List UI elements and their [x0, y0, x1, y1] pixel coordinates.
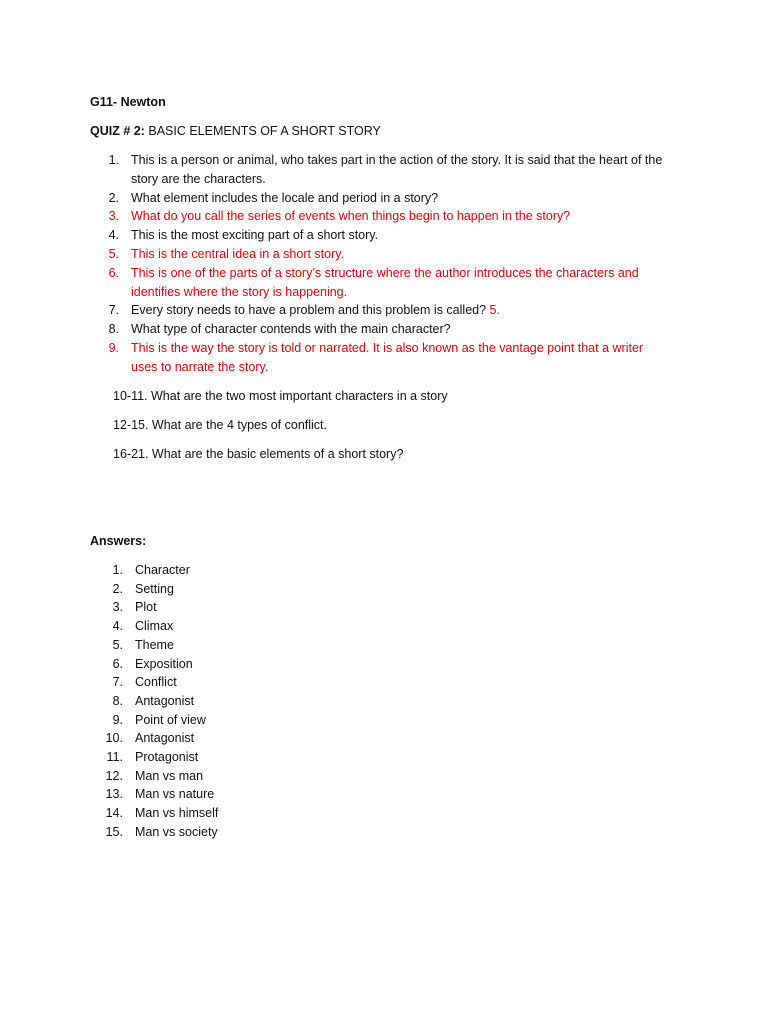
quiz-colon: : — [140, 124, 145, 138]
question-text: What do you call the series of events when things begin to happen in the story? — [131, 209, 571, 224]
question-text: This is one of the parts of a story’s structure where the author introduces the characters and — [131, 265, 639, 280]
question-number: 6. — [108, 265, 119, 280]
question-number: 3. — [108, 209, 119, 224]
answer-text: Character — [135, 563, 190, 577]
answer-text: Man vs man — [135, 768, 204, 783]
answer-text: Plot — [135, 600, 157, 615]
answer-text: Antagonist — [135, 693, 195, 708]
answer-number: 13. — [105, 787, 123, 802]
answer-number: 10. — [105, 731, 123, 746]
question-number: 5. — [108, 247, 119, 261]
answer-text: Man vs himself — [135, 806, 219, 821]
range-question: 16-21. What are the basic elements of a short story? — [113, 447, 404, 461]
question-number: 9. — [108, 341, 119, 355]
question-number: 4. — [108, 228, 119, 243]
question-text: This is the way the story is told or narrated. It is also known as the vantage point that a writer — [131, 341, 644, 355]
quiz-title — [90, 124, 381, 138]
answer-number: 1. — [112, 563, 123, 577]
answers-heading: Answers: — [90, 534, 147, 548]
answer-number: 4. — [112, 619, 123, 634]
answer-text: Point of view — [135, 712, 206, 727]
quiz-label: QUIZ # 2 — [90, 124, 141, 138]
question-text: This is the most exciting part of a short story. — [131, 228, 379, 243]
range-question: 10-11. What are the two most important characters in a story — [113, 389, 448, 403]
answer-number: 12. — [105, 768, 123, 783]
question-text: This is the central idea in a short story. — [131, 247, 345, 261]
question-text: Every story needs to have a problem and this problem is called? 5. — [131, 303, 500, 318]
question-number: 1. — [108, 153, 119, 167]
answer-number: 3. — [112, 600, 123, 615]
answer-number: 7. — [112, 675, 123, 690]
answer-number: 8. — [112, 693, 123, 708]
question-text: identifies where the story is happening. — [131, 284, 348, 299]
answer-text: Setting — [135, 581, 174, 596]
question-number: 2. — [108, 190, 119, 205]
answer-text: Conflict — [135, 675, 177, 690]
answer-text: Exposition — [135, 656, 193, 671]
question-inline-answer: 5. — [489, 303, 500, 318]
range-question: 12-15. What are the 4 types of conflict. — [113, 418, 328, 432]
answer-number: 11. — [106, 750, 123, 764]
answer-number: 9. — [112, 712, 123, 727]
question-number: 8. — [108, 322, 119, 337]
answer-number: 2. — [112, 581, 123, 596]
class-name-heading: G11- Newton — [90, 95, 166, 109]
answer-number: 5. — [112, 637, 123, 652]
question-text: What type of character contends with the main character? — [131, 322, 451, 337]
answer-text: Theme — [135, 637, 174, 652]
question-number: 7. — [108, 303, 119, 318]
question-text: This is a person or animal, who takes part in the action of the story. It is said that the heart of the — [131, 153, 663, 167]
quiz-topic: BASIC ELEMENTS OF A SHORT STORY — [144, 124, 381, 138]
answer-number: 15. — [105, 824, 123, 839]
answer-text: Man vs nature — [135, 787, 215, 802]
answer-text: Climax — [135, 619, 174, 634]
answer-number: 6. — [112, 656, 123, 671]
answer-text: Antagonist — [135, 731, 195, 746]
question-text: uses to narrate the story. — [131, 359, 269, 374]
question-text: story are the characters. — [131, 171, 266, 186]
answer-text: Protagonist — [135, 750, 199, 764]
answer-number: 14. — [105, 806, 123, 821]
question-text: What element includes the locale and period in a story? — [131, 190, 439, 205]
answer-text: Man vs society — [135, 824, 218, 839]
